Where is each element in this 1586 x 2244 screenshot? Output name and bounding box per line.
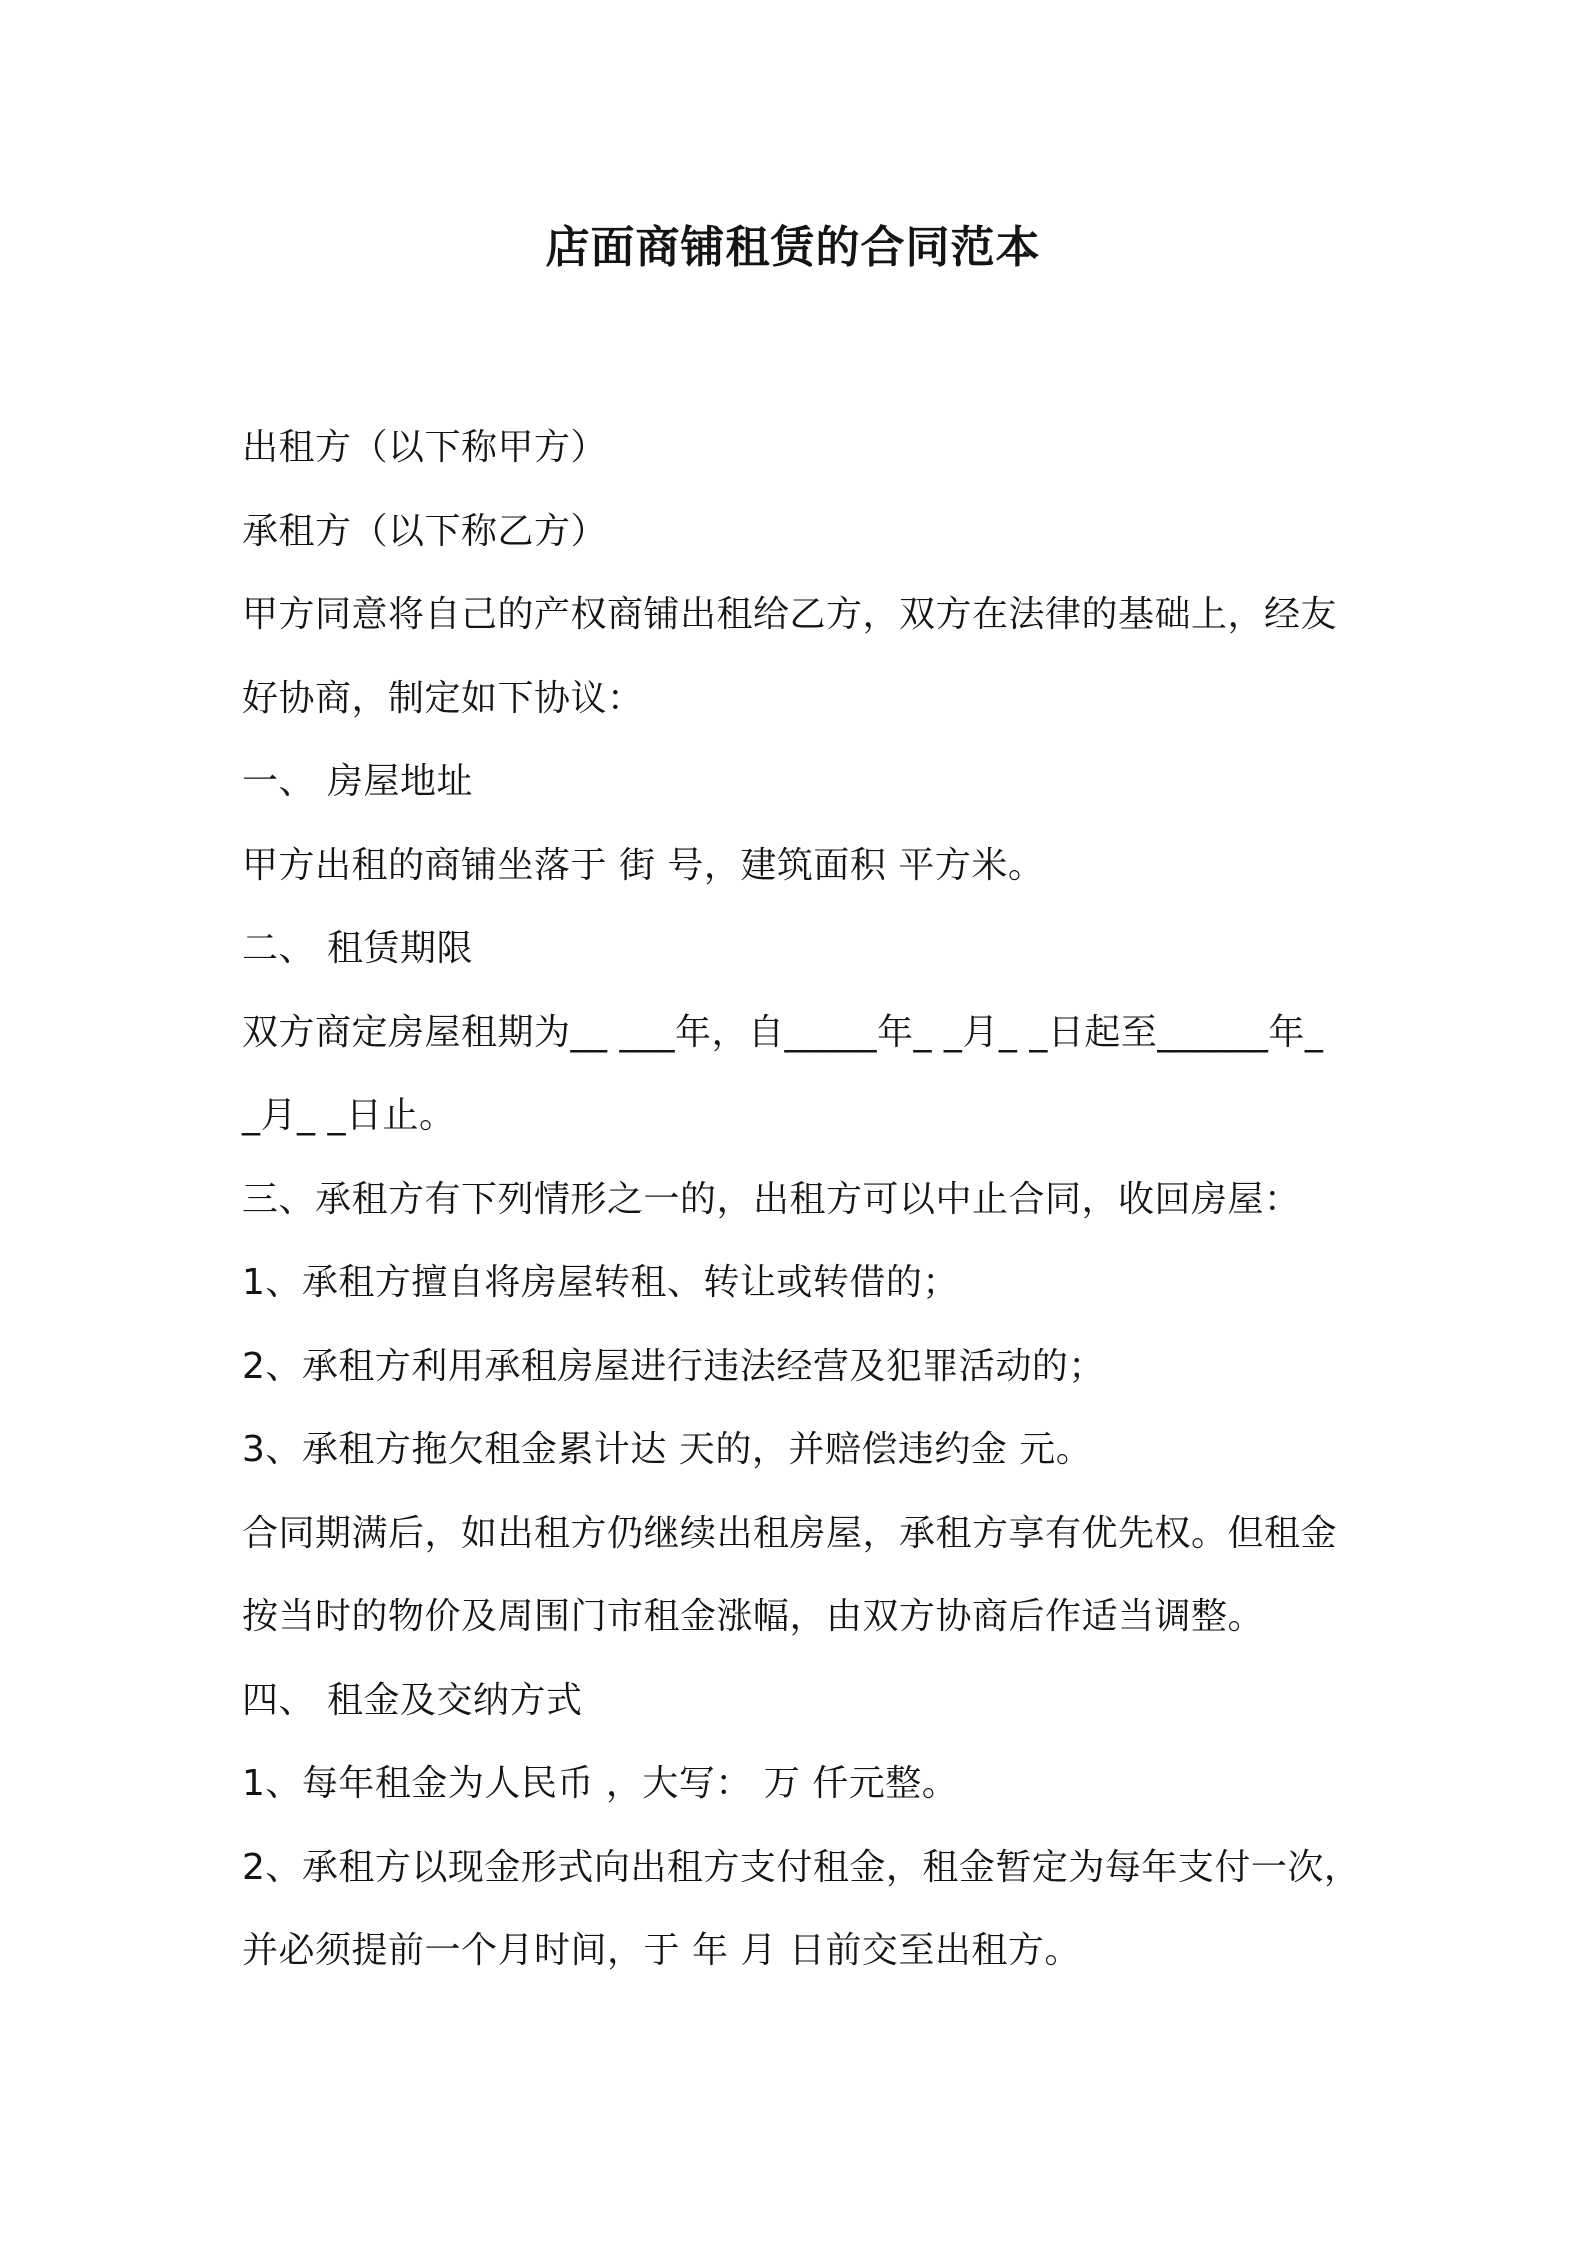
- rent-item-2-line-1: 2、承租方以现金形式向出租方支付租金，租金暂定为每年支付一次，: [242, 1846, 1361, 1888]
- intro-paragraph-line-1: 甲方同意将自己的产权商铺出租给乙方，双方在法律的基础上，经友: [242, 594, 1338, 635]
- renewal-paragraph-line-2: 按当时的物价及周围门市租金涨幅，由双方协商后作适当调整。: [242, 1596, 1265, 1637]
- section-heading-address: 一、 房屋地址: [242, 761, 473, 802]
- lessor-line: 出租方（以下称甲方）: [242, 427, 608, 468]
- termination-item-3: 3、承租方拖欠租金累计达 天的，并赔偿违约金 元。: [242, 1429, 1093, 1470]
- rent-item-1: 1、每年租金为人民币 ，大写： 万 仟元整。: [242, 1763, 959, 1804]
- document-body: [242, 406, 1361, 1993]
- section-heading-termination: 三、承租方有下列情形之一的，出租方可以中止合同，收回房屋：: [242, 1178, 1301, 1220]
- term-clause-line-2: _月_ _日止。: [242, 1095, 456, 1136]
- section-heading-rent: 四、 租金及交纳方式: [242, 1679, 583, 1721]
- document-title: 店面商铺租赁的合同范本: [545, 222, 1041, 273]
- rent-item-2-line-2: 并必须提前一个月时间，于 年 月 日前交至出租方。: [242, 1930, 1081, 1971]
- section-heading-term: 二、 租赁期限: [242, 928, 473, 969]
- term-clause-line-1: 双方商定房屋租期为__ ___年，自_____年_ _月_ _日起至______年_: [242, 1011, 1324, 1053]
- termination-item-1: 1、承租方擅自将房屋转租、转让或转借的；: [242, 1262, 959, 1303]
- intro-paragraph-line-2: 好协商，制定如下协议：: [242, 677, 644, 719]
- renewal-paragraph-line-1: 合同期满后，如出租方仍继续出租房屋，承租方享有优先权。但租金: [242, 1512, 1338, 1554]
- lessee-line: 承租方（以下称乙方）: [242, 510, 608, 552]
- address-clause: 甲方出租的商铺坐落于 街 号，建筑面积 平方米。: [242, 844, 1045, 886]
- termination-item-2: 2、承租方利用承租房屋进行违法经营及犯罪活动的；: [242, 1345, 1105, 1387]
